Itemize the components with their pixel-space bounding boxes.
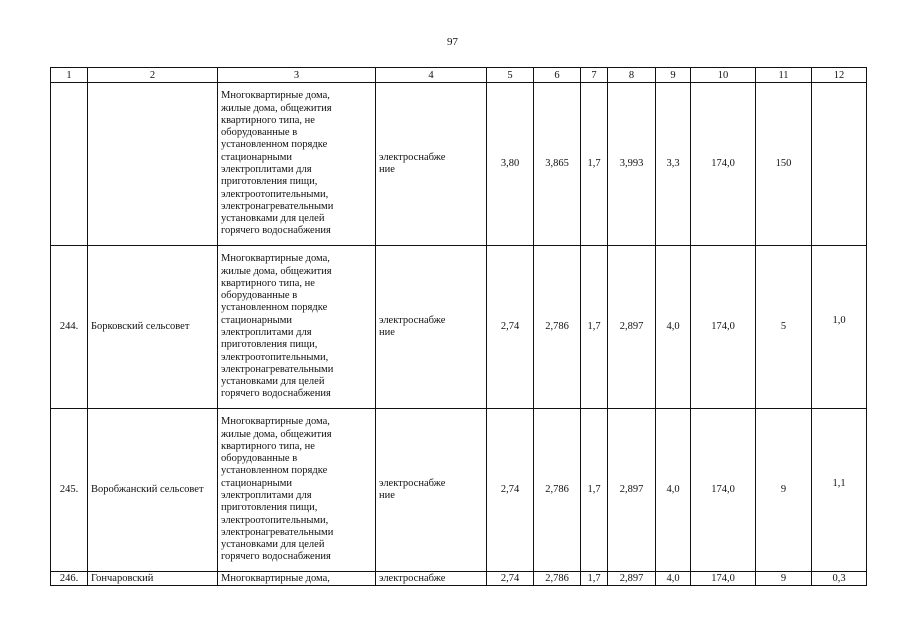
table-row: [51, 409, 867, 572]
description-line: электроотопительными,: [221, 514, 329, 526]
description-line: стационарными: [221, 477, 292, 489]
value-col8: 2,897: [608, 246, 656, 409]
description-line: установленном порядке: [221, 139, 328, 151]
value-col6: 2,786: [534, 409, 581, 572]
description-line: приготовления пищи,: [221, 339, 318, 351]
row-number: 245.: [51, 409, 88, 572]
description-line: оборудованные в: [221, 453, 298, 465]
table-row: [51, 572, 867, 586]
table-row: [51, 83, 867, 246]
description-line: квартирного типа, не: [221, 277, 315, 289]
value-col8: 2,897: [608, 572, 656, 586]
description-line: приготовления пищи,: [221, 176, 318, 188]
value-col9: 4,0: [656, 572, 691, 586]
value-col7: 1,7: [581, 83, 608, 246]
description-line: установленном порядке: [221, 465, 328, 477]
housing-description: [218, 246, 376, 409]
value-col10: 174,0: [691, 409, 756, 572]
value-col9: 4,0: [656, 246, 691, 409]
description-line: горячего водоснабжения: [221, 551, 331, 563]
row-number: [51, 83, 88, 246]
value-col5: 3,80: [487, 83, 534, 246]
housing-description: [218, 409, 376, 572]
header-cell: 5: [487, 68, 534, 83]
value-col8: 3,993: [608, 83, 656, 246]
value-col6: 3,865: [534, 83, 581, 246]
header-cell: 4: [376, 68, 487, 83]
description-line: электронагревательными: [221, 526, 334, 538]
value-col11: 5: [756, 246, 812, 409]
header-row: [51, 68, 867, 83]
description-line: квартирного типа, не: [221, 440, 315, 452]
description-line: электроотопительными,: [221, 351, 329, 363]
value-col6: 2,786: [534, 246, 581, 409]
header-cell: 1: [51, 68, 88, 83]
header-cell: 12: [812, 68, 867, 83]
description-line: жилые дома, общежития: [221, 265, 332, 277]
description-line: установками для целей: [221, 539, 325, 551]
value-col12-cell: [812, 246, 867, 409]
value-col6: 2,786: [534, 572, 581, 586]
housing-description: [218, 83, 376, 246]
value-col10: 174,0: [691, 572, 756, 586]
value-col11: 9: [756, 572, 812, 586]
value-col10: 174,0: [691, 246, 756, 409]
description-line: электроплитами для: [221, 164, 312, 175]
header-cell: 10: [691, 68, 756, 83]
description-line: стационарными: [221, 314, 292, 326]
tariff-table: [50, 67, 867, 586]
description-line: установками для целей: [221, 213, 325, 225]
description-line: Многоквартирные дома,: [221, 573, 330, 584]
value-col12: 1,0: [832, 314, 846, 326]
description-line: установками для целей: [221, 376, 325, 388]
description-line: горячего водоснабжения: [221, 388, 331, 400]
description-line: электроотопительными,: [221, 188, 329, 200]
locality-name: Гончаровский: [88, 572, 218, 586]
locality-name: Воробжанский сельсовет: [88, 409, 218, 572]
service-type: [376, 409, 487, 572]
service-type: [376, 572, 487, 586]
value-col11: 150: [756, 83, 812, 246]
value-col5: 2,74: [487, 409, 534, 572]
locality-name: [88, 83, 218, 246]
locality-name: Борковский сельсовет: [88, 246, 218, 409]
header-cell: 9: [656, 68, 691, 83]
header-cell: 6: [534, 68, 581, 83]
description-line: жилые дома, общежития: [221, 102, 332, 114]
value-col8: 2,897: [608, 409, 656, 572]
value-col12-cell: [812, 409, 867, 572]
value-col9: 4,0: [656, 409, 691, 572]
header-cell: 2: [88, 68, 218, 83]
value-col7: 1,7: [581, 409, 608, 572]
value-col12: [812, 83, 867, 246]
description-line: электронагревательными: [221, 200, 334, 212]
value-col5: 2,74: [487, 572, 534, 586]
description-line: электроплитами для: [221, 327, 312, 338]
service-type: [376, 246, 487, 409]
description-line: горячего водоснабжения: [221, 225, 331, 237]
description-line: оборудованные в: [221, 127, 298, 139]
value-col11: 9: [756, 409, 812, 572]
value-col9: 3,3: [656, 83, 691, 246]
row-number: 244.: [51, 246, 88, 409]
value-col12: 0,3: [812, 572, 867, 586]
value-col7: 1,7: [581, 572, 608, 586]
service-line: ние: [379, 327, 395, 338]
service-line: ние: [379, 164, 395, 175]
row-number: 246.: [51, 572, 88, 586]
value-col7: 1,7: [581, 246, 608, 409]
description-line: Многоквартирные дома,: [221, 90, 330, 102]
header-cell: 3: [218, 68, 376, 83]
description-line: Многоквартирные дома,: [221, 253, 330, 265]
service-type: [376, 83, 487, 246]
description-line: установленном порядке: [221, 302, 328, 314]
description-line: квартирного типа, не: [221, 114, 315, 126]
service-line: электроснабже: [379, 477, 446, 489]
page-number: 97: [447, 36, 458, 48]
value-col12: 1,1: [832, 477, 846, 489]
description-line: приготовления пищи,: [221, 502, 318, 514]
description-line: жилые дома, общежития: [221, 428, 332, 440]
service-line: электроснабже: [379, 151, 446, 163]
table-row: [51, 246, 867, 409]
header-cell: 7: [581, 68, 608, 83]
service-line: ние: [379, 490, 395, 501]
description-line: электроплитами для: [221, 490, 312, 501]
description-line: электронагревательными: [221, 363, 334, 375]
description-line: Многоквартирные дома,: [221, 416, 330, 428]
service-line: электроснабже: [379, 314, 446, 326]
service-line: электроснабже: [379, 573, 446, 584]
header-cell: 11: [756, 68, 812, 83]
description-line: стационарными: [221, 151, 292, 163]
header-cell: 8: [608, 68, 656, 83]
housing-description: [218, 572, 376, 586]
description-line: оборудованные в: [221, 290, 298, 302]
value-col10: 174,0: [691, 83, 756, 246]
value-col5: 2,74: [487, 246, 534, 409]
